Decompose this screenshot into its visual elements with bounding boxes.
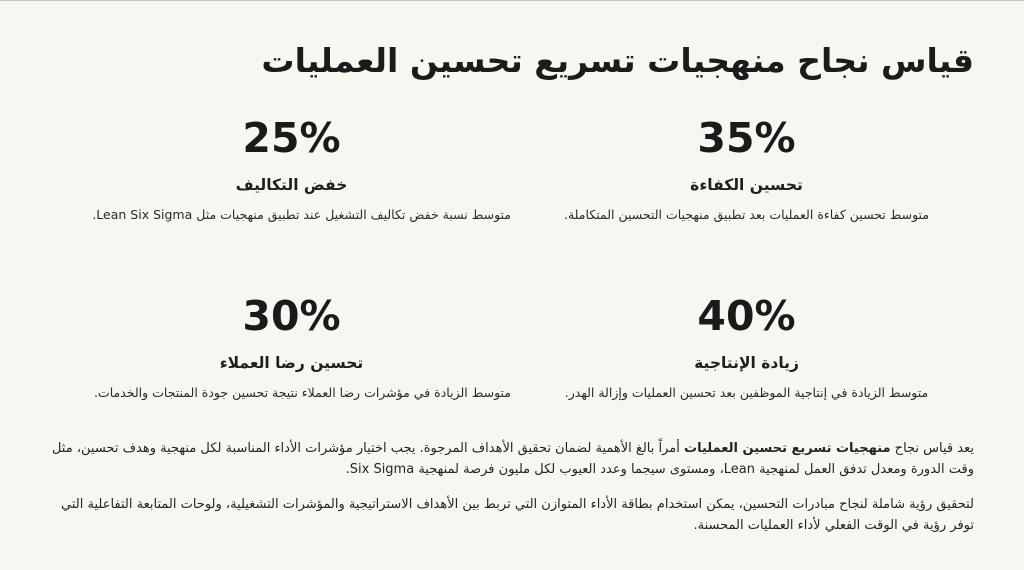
paragraph-suffix: أمراً بالغ الأهمية لضمان تحقيق الأهداف المرجوة. يجب اختيار مؤشرات الأداء المناسبة لكل منهجية وهدف تحسين، مثل وقت الدورة ومعدل تدفق العمل لمنهجية Lean، ومستوى سيجما وعدد العيوب لكل مليون فرصة لمنهجية Six Sigma. [51,441,974,477]
page-title: قياس نجاح منهجيات تسريع تحسين العمليات [261,41,974,80]
stat-value: 35% [697,114,796,162]
stat-label: تحسين الكفاءة [690,176,803,194]
stat-label: خفض التكاليف [235,176,348,194]
stat-cost-reduction [64,113,519,291]
paragraph-highlight: منهجيات تسريع تحسين العمليات [684,441,891,456]
stat-customer-satisfaction [64,291,519,441]
stat-description: متوسط نسبة خفض تكاليف التشغيل عند تطبيق منهجيات مثل Lean Six Sigma. [92,207,511,222]
stat-productivity [519,291,974,441]
stat-description: متوسط الزيادة في إنتاجية الموظفين بعد تحسين العمليات وإزالة الهدر. [564,385,929,400]
paragraph-prefix: يعد قياس نجاح [890,441,974,456]
paragraph-measurement [46,438,974,480]
body-text [46,438,974,550]
stat-description: متوسط الزيادة في مؤشرات رضا العملاء نتيجة تحسين جودة المنتجات والخدمات. [93,385,511,400]
stat-efficiency [519,113,974,291]
stat-value: 30% [242,292,341,340]
paragraph-balanced-scorecard: لتحقيق رؤية شاملة لنجاح مبادرات التحسين، يمكن استخدام بطاقة الأداء المتوازن التي تربط بين الأهداف الاستراتيجية والمؤشرات التشغيلية، ولوحات المتابعة التفاعلية التي توفر رؤية في الوقت الفعلي لأداء العمليات المحسنة. [61,497,974,533]
stat-value: 40% [697,292,796,340]
stat-description: متوسط تحسين كفاءة العمليات بعد تطبيق منهجيات التحسين المتكاملة. [563,207,930,222]
stat-label: زيادة الإنتاجية [694,354,799,372]
stat-label: تحسين رضا العملاء [219,354,364,372]
stat-value: 25% [242,114,341,162]
stats-grid [64,113,974,441]
